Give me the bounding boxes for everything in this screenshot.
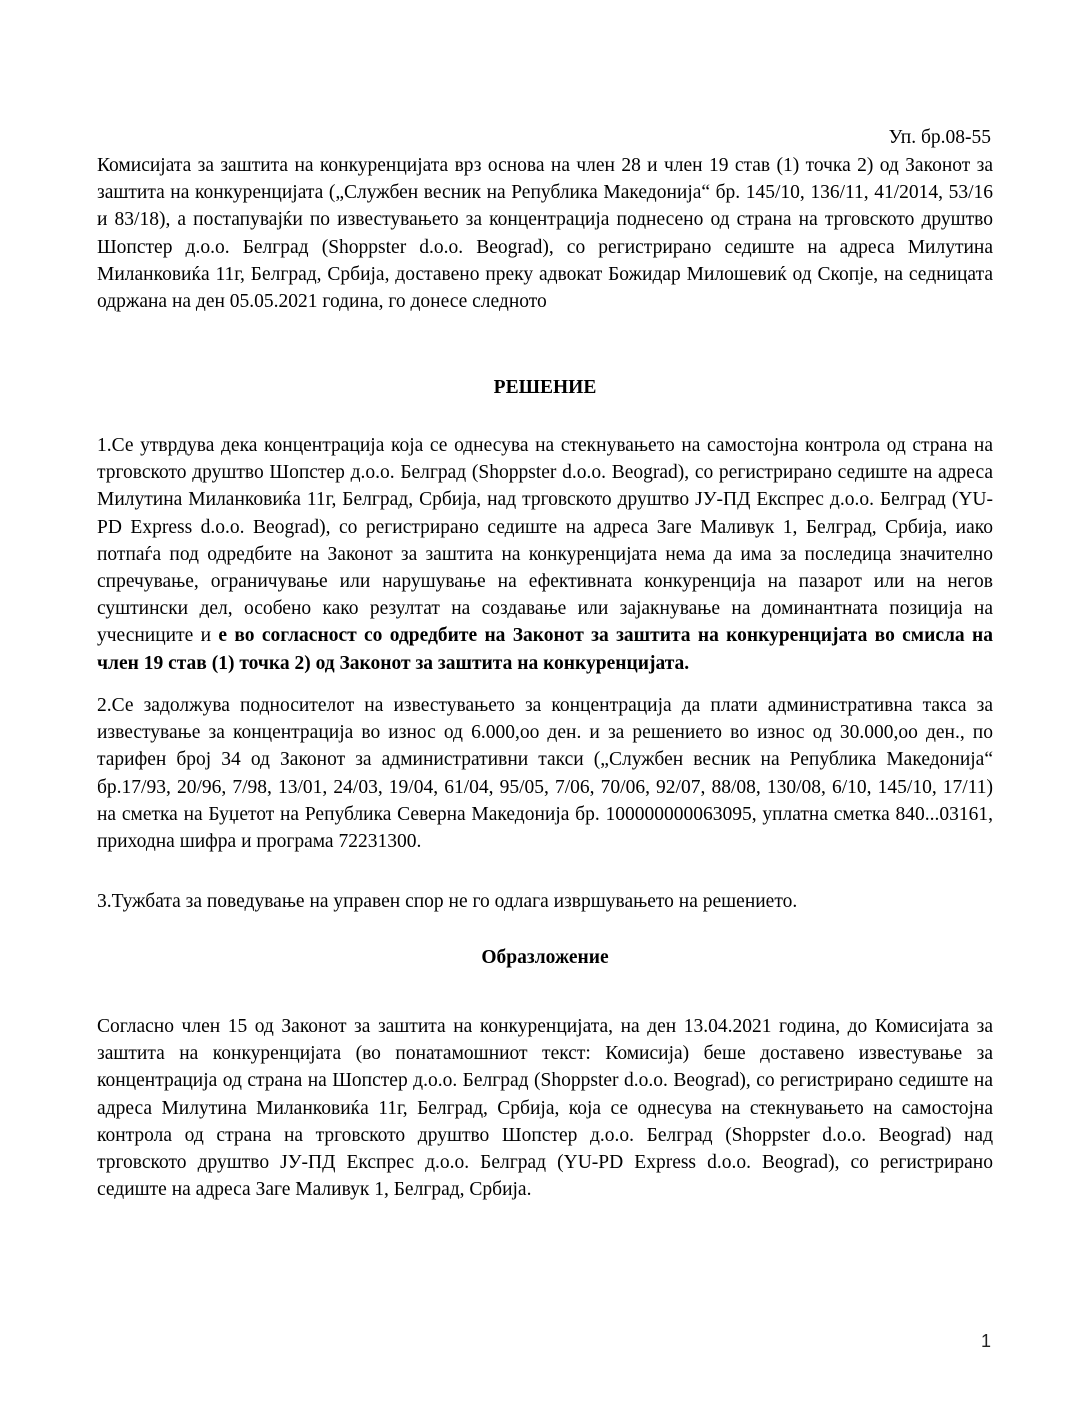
decision-item-1-bold: е во согласност со одредбите на Законот за заштита на конкуренцијата во смисла на член 19 став (1) точка 2) од Законот за заштита на конкуренцијата. <box>97 625 993 674</box>
decision-item-1 <box>97 432 993 677</box>
decision-heading: РЕШЕНИЕ <box>493 377 597 398</box>
page-number: 1 <box>980 1331 991 1351</box>
reasoning-heading: Образложение <box>481 947 609 968</box>
decision-item-3: 3.Тужбата за поведување на управен спор не го одлага извршувањето на решението. <box>97 891 798 912</box>
decision-item-2: 2.Се задолжува подносителот на известувањето за концентрација да плати административна такса за известување за концентрација во износ од 6.000,оо ден. и за решението во износ од 30.000,оо ден., по тарифен број 34 од Законот за административни такси („Службен весник на Република Македонија“ бр.17/93, 20/96, 7/98, 13/01, 24/03, 19/04, 61/04, 95/05, 7/06, 70/06, 92/07, 88/08, 130/08, 6/10, 145/10, 17/11) на сметка на Буџетот на Република Северна Македонија бр. 100000000063095, уплатна сметка 840...03161, приходна шифра и програма 72231300. <box>97 695 993 853</box>
reasoning-paragraph: Согласно член 15 од Законот за заштита на конкуренцијата, на ден 13.04.2021 година, до Комисијата за заштита на конкуренцијата (во понатамошниот текст: Комисија) беше доставено известување за концентрација од страна на Шопстер д.о.о. Белград (Shoppster d.o.o. Beograd), со регистрирано седиште на адреса Милутина Миланковиќа 11г, Белград, Србија, која се однесува на стекнувањето на самостојна контрола од страна на трговското друштво Шопстер д.о.о. Белград (Shoppster d.o.o. Beograd) над трговското друштво ЈУ-ПД Експрес д.о.о. Белград (YU-PD Express d.o.o. Beograd), со регистрирано седиште на адреса Заге Маливук 1, Белград, Србија. <box>97 1016 993 1201</box>
decision-item-1-text: 1.Се утврдува дека концентрација која се однесува на стекнувањето на самостојна контрола од страна на трговското друштво Шопстер д.о.о. Белград (Shoppster d.o.o. Beograd), со регистрирано седиште на адреса Милутина Миланковиќа 11г, Белград, Србија, над трговското друштво ЈУ-ПД Експрес д.о.о. Белград (YU-PD Express d.o.o. Beograd), со регистрирано седиште на адреса Заге Маливук 1, Белград, Србија, иако потпаѓа под одредбите на Законот за заштита на конкуренцијата нема да има за последица значително спречување, ограничување или нарушување на ефективната конкуренција на пазарот или на негов суштински дел, особено како резултат на создавање или зајакнување на доминантната позиција на учесниците и <box>97 435 993 647</box>
case-reference: Уп. бр.08-55 <box>888 127 991 148</box>
intro-paragraph: Комисијата за заштита на конкуренцијата врз основа на член 28 и член 19 став (1) точка 2) од Законот за заштита на конкуренцијата („Службен весник на Република Македонија“ бр. 145/10, 136/11, 41/2014, 53/16 и 83/18), а постапувајќи по известувањето за концентрација поднесено од страна на трговското друштво Шопстер д.о.о. Белград (Shoppster d.o.o. Beograd), со регистрирано седиште на адреса Милутина Миланковиќа 11г, Белград, Србија, доставено преку адвокат Божидар Милошевиќ од Скопје, на седницата одржана на ден 05.05.2021 година, го донесе следното <box>97 155 993 313</box>
